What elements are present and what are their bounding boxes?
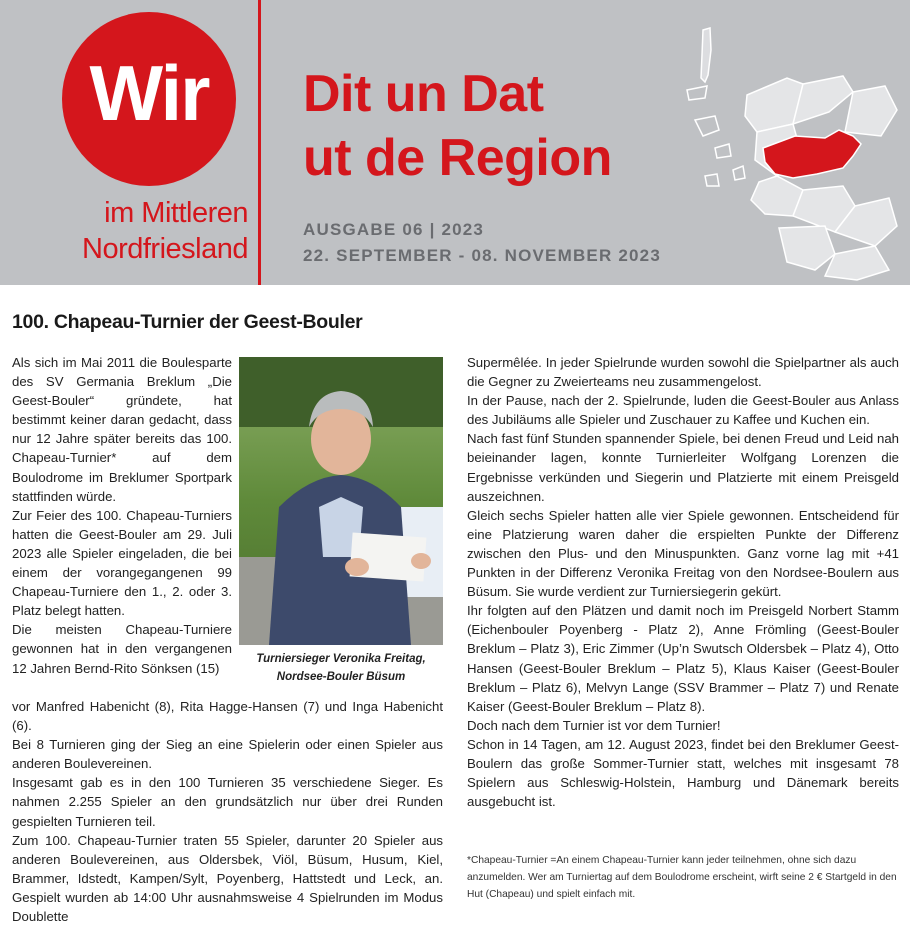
caption-line2: Nordsee-Bouler Büsum: [276, 671, 406, 683]
paragraph: Ihr folgten auf den Plätzen und damit noch im Preisgeld Norbert Stamm (Eichenbouler Poyenberg - Platz 2), Anne Frömling (Geest-Bouler Breklum – Platz 3), Eric Zimmer (Up’n Swutsch Oldersbek – Platz 4), Otto Hansen (Geest-Bouler Breklum – Platz 5), Klaus Kaiser (Geest-Bouler Breklum – Platz 6), Melvyn Lange (SSV Brammer – Platz 7) und Renate Kaiser (Geest-Bouler Breklum – Platz 8).: [467, 603, 899, 714]
paragraph: Nach fast fünf Stunden spannender Spiele, bei denen Freud und Leid nah beieinander lagen, konnte Turnierleiter Wolfgang Lorenzen die Ergebnisse verkünden und Siegerin und Platzierte mit einem Preisgeld auszeichnen.: [467, 431, 899, 504]
article-title: 100. Chapeau-Turnier der Geest-Bouler: [12, 311, 363, 333]
headline-line1: Dit un Dat: [303, 65, 544, 123]
paragraph: Supermêlée. In jeder Spielrunde wurden sowohl die Spielpartner als auch die Gegner zu Zweierteams neu zusammengelost.: [467, 355, 899, 390]
winner-photo: [239, 357, 443, 645]
logo-wordmark: Wir: [89, 49, 209, 137]
footnote: *Chapeau-Turnier =An einem Chapeau-Turnier kann jeder teilnehmen, ohne sich dazu anzumelden. Wer am Turniertag auf dem Boulodrome erscheint, wirft seine 2 € Startgeld in den Hut (Chapeau) und spielt einfach mit.: [467, 855, 897, 900]
paragraph: Schon in 14 Tagen, am 12. August 2023, findet bei den Breklumer Geest-Boulern das große Sommer-Turnier statt, welches mit insgesamt 78 Spielern aus Schleswig-Holstein, Hamburg und Dänemark bereits ausgebucht ist.: [467, 736, 899, 810]
paragraph: In der Pause, nach der 2. Spielrunde, luden die Geest-Bouler aus Anlass des Jubiläums alle Spieler und Zuschauer zu Kaffee und Kuchen ein.: [467, 393, 899, 428]
logo-subtitle-line1: im Mittleren: [104, 197, 248, 229]
region-map-icon: [675, 20, 910, 285]
paragraph: vor Manfred Habenicht (8), Rita Hagge-Hansen (7) und Inga Habenicht (6).: [12, 699, 443, 734]
paragraph: Zum 100. Chapeau-Turnier traten 55 Spieler, darunter 20 Spieler aus anderen Boulevereinen, aus Oldersbek, Viöl, Büsum, Husum, Kiel, Brammer, Idstedt, Kampen/Sylt, Poyenberg, Hattstedt und Leck, an. Gespielt wurden ab 14:00 Uhr ausnahmsweise 4 Spielrunden im Modus Doublette: [12, 832, 443, 925]
paragraph: Als sich im Mai 2011 die Boulesparte des SV Germania Breklum „Die Geest-Bouler“ gründete, hat bestimmt keiner daran gedacht, dass nur 12 Jahre später bereits das 100. Chapeau-Turnier* auf dem Boulodrome im Breklumer Sportpark stattfinden würde.: [12, 355, 232, 504]
photo-caption: [239, 650, 443, 686]
header-divider: [258, 0, 261, 285]
paragraph: Die meisten Chapeau-Turniere gewonnen hat in den vergangenen 12 Jahren Bernd-Rito Sönksen (15): [12, 622, 232, 676]
issue-dates: 22. SEPTEMBER - 08. NOVEMBER 2023: [303, 246, 661, 265]
logo-subtitle-line2: Nordfriesland: [82, 233, 248, 265]
issue-number: AUSGABE 06 | 2023: [303, 220, 485, 239]
paragraph: Doch nach dem Turnier ist vor dem Turnier!: [467, 717, 721, 733]
masthead: [0, 0, 910, 285]
paragraph: Gleich sechs Spieler hatten alle vier Spiele gewonnen. Entscheidend für eine Platzierung waren daher die erspielten Punkte der Differenz zwischen den Plus- und den Minuspunkten. Ganz vorne lag mit +41 Punkten in der Differenz Veronika Freitag von den Nordsee-Boulern aus Büsum. Sie wurde verdient zur Turniersiegerin gekürt.: [467, 507, 899, 600]
paragraph: Bei 8 Turnieren ging der Sieg an eine Spielerin oder einen Spieler aus anderen Boulevereinen.: [12, 737, 443, 772]
caption-line1: Turniersieger Veronika Freitag,: [256, 653, 426, 665]
article-column-left-bottom: [12, 697, 443, 926]
article-column-right: [467, 353, 899, 811]
paragraph: Zur Feier des 100. Chapeau-Turniers hatten die Geest-Bouler am 29. Juli 2023 alle Spieler eingeladen, die bei einem der vorangegangenen 99 Chapeau-Turniere den 1., 2. oder 3. Platz belegt hatten.: [12, 507, 232, 619]
article-column-left-top: [12, 353, 232, 678]
headline-line2: ut de Region: [303, 129, 612, 187]
paragraph: Insgesamt gab es in den 100 Turnieren 35 verschiedene Sieger. Es nahmen 2.255 Spieler an den grundsätzlich nur über drei Runden gespielten Turnieren teil.: [12, 775, 443, 829]
